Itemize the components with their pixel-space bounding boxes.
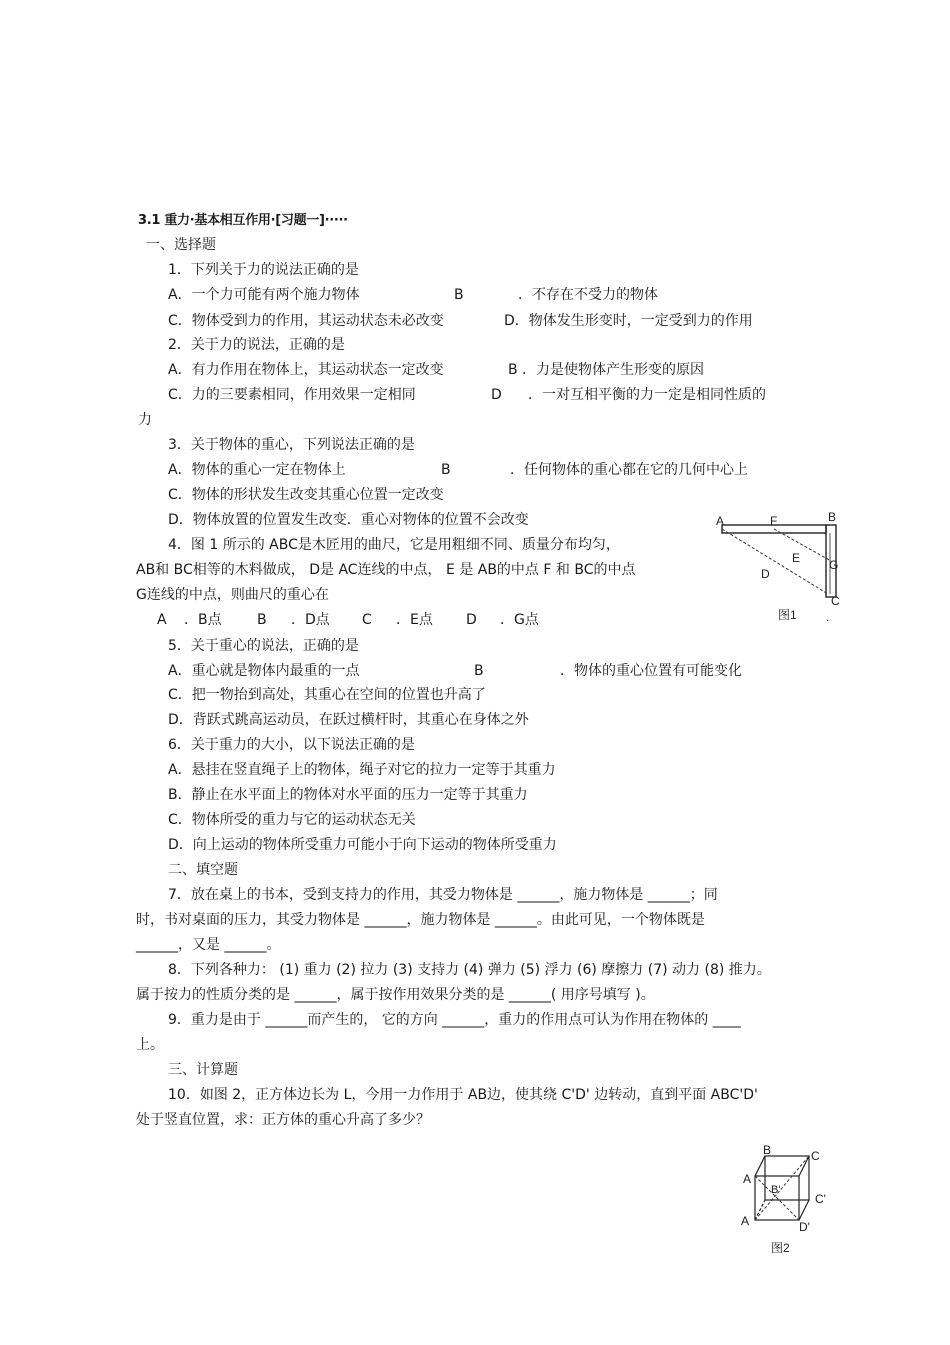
figure-1-dot: . xyxy=(826,610,830,624)
question-4-option-b-letter: B xyxy=(257,612,267,628)
question-2-option-c: C．力的三要素相同，作用效果一定相同 xyxy=(168,387,416,403)
question-5-option-b: ．物体的重心位置有可能变化 xyxy=(560,663,742,679)
question-3-option-a: A．物体的重心一定在物体上 xyxy=(168,462,346,478)
figure-2-label-a-lower: A xyxy=(741,1214,750,1228)
figure-2-label-a-upper: A xyxy=(743,1172,752,1186)
question-4-option-b: ．D点 xyxy=(291,612,330,628)
question-3-option-b-letter: B xyxy=(441,462,451,478)
question-4-option-d: ．G点 xyxy=(500,612,539,628)
question-6-stem: 6．关于重力的大小，以下说法正确的是 xyxy=(168,737,415,753)
question-4-line-1: 4．图 1 所示的 ABC是木匠用的曲尺，它是用粗细不同、质量分布均匀， xyxy=(168,537,620,553)
figure-1-label-f: F xyxy=(770,514,778,528)
section-heading-calculation: 三、计算题 xyxy=(168,1062,238,1078)
question-5-option-b-letter: B xyxy=(474,663,484,679)
section-heading-choice: 一、选择题 xyxy=(146,237,216,253)
question-10-line-1: 10．如图 2，正方体边长为 L，今用一力作用于 AB边，使其绕 C'D' 边转动，直到平面 ABC'D' xyxy=(168,1087,758,1103)
figure-2-caption: 图2 xyxy=(771,1241,790,1255)
question-5-option-a: A．重心就是物体内最重的一点 xyxy=(168,663,360,679)
question-6-option-c: C．物体所受的重力与它的运动状态无关 xyxy=(168,812,416,828)
question-6-option-d: D．向上运动的物体所受重力可能小于向下运动的物体所受重力 xyxy=(168,837,557,853)
figure-2-label-b-prime: B' xyxy=(771,1184,781,1196)
question-3-option-d: D．物体放置的位置发生改变．重心对物体的位置不会改变 xyxy=(168,512,529,528)
question-2-option-d-continued: 力 xyxy=(138,412,152,428)
question-1-option-d: D．物体发生形变时，一定受到力的作用 xyxy=(504,313,753,329)
question-1-option-a: A．一个力可能有两个施力物体 xyxy=(168,287,360,303)
question-8-line-1: 8．下列各种力： (1) 重力 (2) 拉力 (3) 支持力 (4) 弹力 (5) 浮力 (6) 摩擦力 (7) 动力 (8) 推力。 xyxy=(168,962,771,978)
question-2-option-d-letter: D xyxy=(491,387,502,403)
question-4-line-2: AB和 BC相等的木料做成， D是 AC连线的中点， E 是 AB的中点 F 和 BC的中点 xyxy=(136,562,636,578)
question-3-stem: 3．关于物体的重心，下列说法正确的是 xyxy=(168,437,415,453)
question-5-option-d: D．背跃式跳高运动员，在跃过横杆时，其重心在身体之外 xyxy=(168,712,529,728)
question-1-option-c: C．物体受到力的作用，其运动状态未必改变 xyxy=(168,313,444,329)
question-7-line-2: 时，书对桌面的压力，其受力物体是 ______，施力物体是 ______。由此可见，一个物体既是 xyxy=(136,912,705,928)
question-2-stem: 2．关于力的说法，正确的是 xyxy=(168,337,345,353)
question-10-line-2: 处于竖直位置，求：正方体的重心升高了多少？ xyxy=(136,1112,430,1128)
figure-1-caption: 图1 xyxy=(778,608,797,622)
question-1-stem: 1．下列关于力的说法正确的是 xyxy=(168,262,359,278)
question-9-line-2: 上。 xyxy=(136,1037,164,1053)
question-3-option-b: ．任何物体的重心都在它的几何中心上 xyxy=(510,462,748,478)
question-5-option-c: C．把一物抬到高处，其重心在空间的位置也升高了 xyxy=(168,687,486,703)
question-2-option-a: A．有力作用在物体上，其运动状态一定改变 xyxy=(168,362,444,378)
question-4-option-a: ．B点 xyxy=(184,612,222,628)
figure-2-label-d-prime: D' xyxy=(799,1220,810,1234)
question-4-line-3: G连线的中点，则曲尺的重心在 xyxy=(136,587,329,603)
question-2-option-b: B ．力是使物体产生形变的原因 xyxy=(508,362,705,378)
question-5-stem: 5．关于重心的说法，正确的是 xyxy=(168,638,359,654)
question-3-option-c: C．物体的形状发生改变其重心位置一定改变 xyxy=(168,487,444,503)
page-title: 3.1 重力·基本相互作用·[习题一]····· xyxy=(138,213,348,228)
question-7-line-3: ______，又是 ______。 xyxy=(136,937,281,953)
figure-1-label-g: G xyxy=(829,558,839,572)
question-8-line-2: 属于按力的性质分类的是 ______，属于按作用效果分类的是 ______( 用序号填写 )。 xyxy=(136,987,655,1003)
figure-2-label-c-prime: C' xyxy=(815,1192,826,1206)
figure-1-carpenter-square xyxy=(708,508,858,628)
question-7-line-1: 7．放在桌上的书本，受到支持力的作用，其受力物体是 ______，施力物体是 ______；同 xyxy=(168,887,718,903)
question-1-option-b: ．不存在不受力的物体 xyxy=(518,287,658,303)
figure-2-label-b: B xyxy=(763,1143,772,1157)
figure-1-label-c: C xyxy=(831,594,840,608)
figure-1-label-b: B xyxy=(828,510,837,524)
question-1-option-b-letter: B xyxy=(454,287,464,303)
question-6-option-a: A．悬挂在竖直绳子上的物体，绳子对它的拉力一定等于其重力 xyxy=(168,762,556,778)
question-4-option-a-letter: A xyxy=(157,612,167,628)
section-heading-fill-in: 二、填空题 xyxy=(168,862,238,878)
figure-2-cube xyxy=(735,1143,845,1258)
figure-1-label-a: A xyxy=(716,514,725,528)
figure-1-label-d: D xyxy=(761,567,770,581)
question-4-option-d-letter: D xyxy=(466,612,477,628)
question-9-line-1: 9．重力是由于 ______而产生的， 它的方向 ______，重力的作用点可认为作用在物体的 ____ xyxy=(168,1012,741,1028)
question-4-option-c: ．E点 xyxy=(396,612,433,628)
question-6-option-b: B．静止在水平面上的物体对水平面的压力一定等于其重力 xyxy=(168,787,528,803)
question-4-option-c-letter: C xyxy=(362,612,372,628)
question-2-option-d: ．一对互相平衡的力一定是相同性质的 xyxy=(528,387,766,403)
figure-1-label-e: E xyxy=(792,551,801,565)
figure-2-label-c: C xyxy=(811,1149,820,1163)
